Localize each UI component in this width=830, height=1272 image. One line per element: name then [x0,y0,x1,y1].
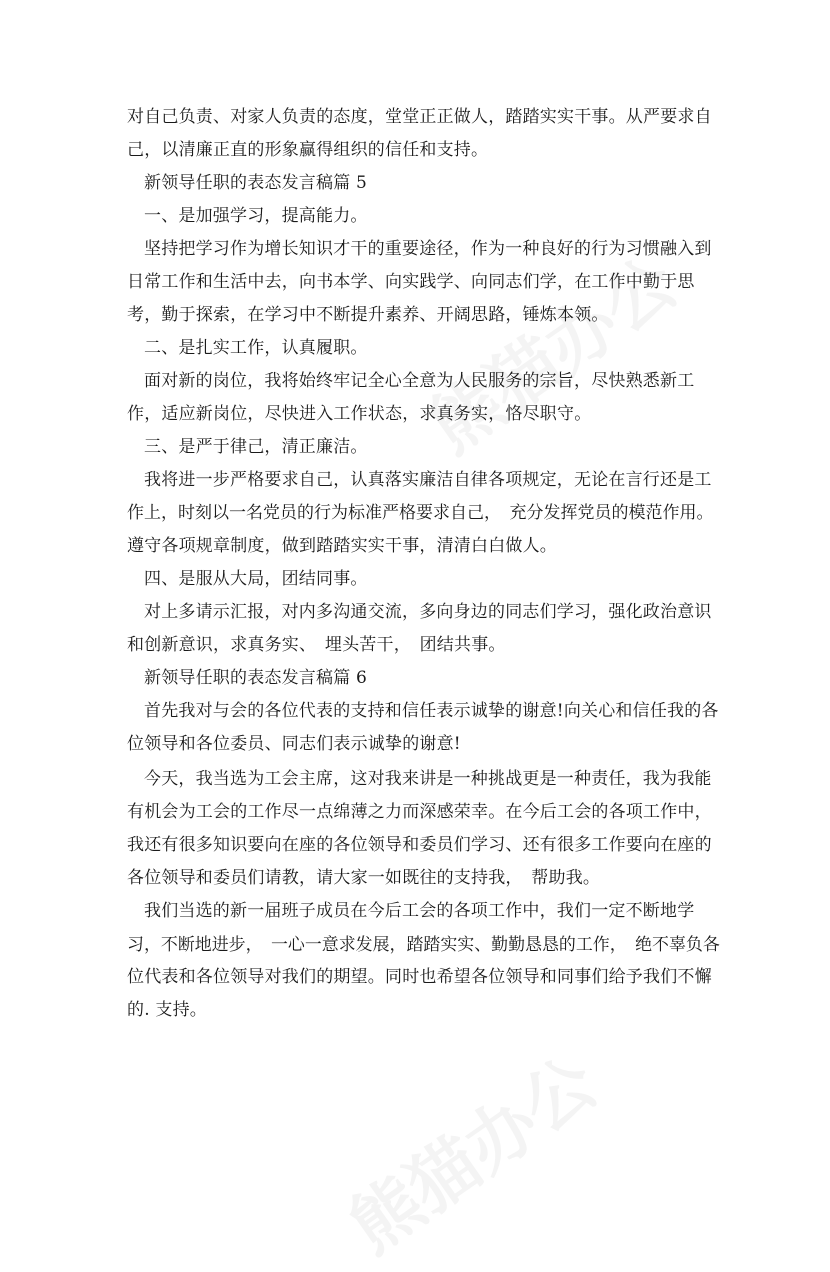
text-line: 的. 支持。 [127,1000,208,1020]
text-line: 作上，时刻以一名党员的行为标准严格要求自己， 充分发挥党员的模范作用。 [127,503,714,523]
text-line: 坚持把学习作为增长知识才干的重要途径，作为一种良好的行为习惯融入到 [144,239,712,259]
text-line: 面对新的岗位，我将始终牢记全心全意为人民服务的宗旨，尽快熟悉新工 [144,371,695,391]
text-line: 对上多请示汇报，对内多沟通交流，多向身边的同志们学习，强化政治意识 [144,602,712,622]
text-line: 我们当选的新一届班子成员在今后工会的各项工作中，我们一定不断地学 [144,901,695,921]
text-line: 对自己负责、对家人负责的态度，堂堂正正做人，踏踏实实干事。从严要求自 [127,107,712,127]
section-heading: 一、是加强学习，提高能力。 [144,206,368,226]
text-line: 和创新意识，求真务实、 埋头苦干， 团结共事。 [127,635,506,655]
text-line: 各位领导和委员们请教，请大家一如既往的支持我， 帮助我。 [127,868,601,888]
text-line: 作，适应新岗位，尽快进入工作状态，求真务实，恪尽职守。 [127,404,592,424]
text-line: 首先我对与会的各位代表的支持和信任表示诚挚的谢意!向关心和信任我的各 [144,701,719,721]
watermark-mark-bottom [326,1029,613,1272]
section-heading: 四、是服从大局，团结同事。 [144,569,368,589]
section-heading: 二、是扎实工作，认真履职。 [144,338,368,358]
text-line: 今天，我当选为工会主席，这对我来讲是一种挑战更是一种责任，我为我能 [144,769,712,789]
text-line: 位代表和各位领导对我们的期望。同时也希望各位领导和同事们给予我们不懈 [127,967,712,987]
text-line: 有机会为工会的工作尽一点绵薄之力而深感荣幸。在今后工会的各项工作中， [127,802,712,822]
text-line: 我还有很多知识要向在座的各位领导和委员们学习、还有很多工作要向在座的 [127,835,712,855]
watermark-mark [406,229,693,472]
text-line: 习，不断地进步， 一心一意求发展，踏踏实实、勤勤恳恳的工作， 绝不辜负各 [127,934,720,954]
text-line: 考，勤于探索，在学习中不断提升素养、开阔思路，锤炼本领。 [127,305,609,325]
text-line: 位领导和各位委员、同志们表示诚挚的谢意! [127,734,461,754]
text-line: 我将进一步严格要求自己，认真落实廉洁自律各项规定，无论在言行还是工 [144,470,712,490]
text-line: 遵守各项规章制度，做到踏踏实实干事，清清白白做人。 [127,536,557,556]
section-title: 新领导任职的表态发言稿篇 5 [144,173,368,193]
section-title: 新领导任职的表态发言稿篇 6 [144,668,368,688]
section-heading: 三、是严于律己，清正廉洁。 [144,437,368,457]
text-line: 己，以清廉正直的形象赢得组织的信任和支持。 [127,140,489,160]
text-line: 日常工作和生活中去，向书本学、向实践学、向同志们学，在工作中勤于思 [127,272,695,292]
